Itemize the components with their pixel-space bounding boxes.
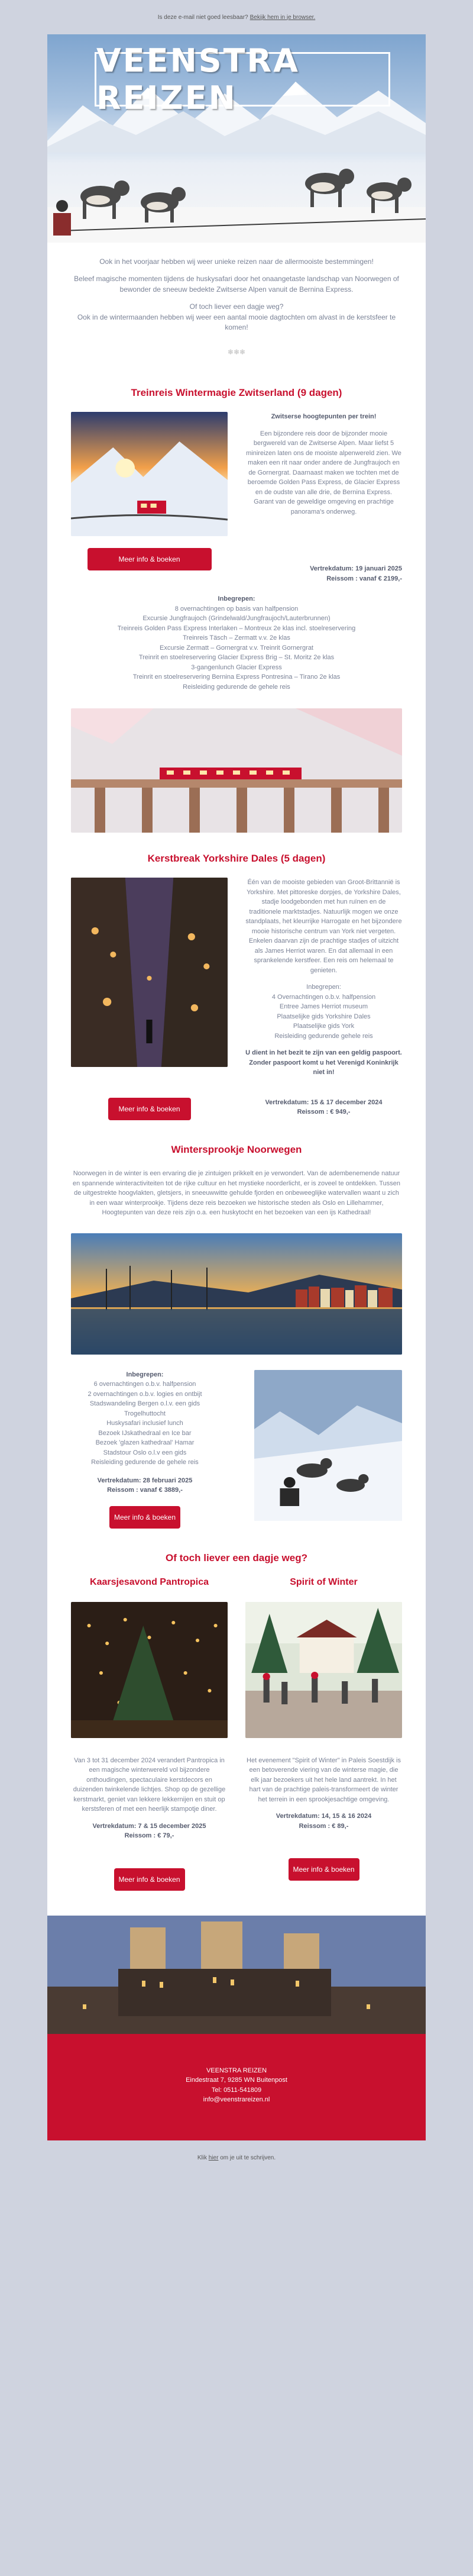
itin-line: 3-gangenlunch Glacier Express <box>191 663 282 671</box>
itin-line: Entree James Herriot museum <box>279 1003 368 1011</box>
preheader <box>0 0 473 34</box>
noorwegen-row <box>47 1355 426 1529</box>
dagje-weg-title: Of toch liever een dagje weg? <box>166 1552 307 1563</box>
itin-line: Reisleiding gedurende de gehele reis <box>183 683 290 691</box>
footer-email[interactable]: info@veenstrareizen.nl <box>203 2096 270 2104</box>
intro <box>47 243 426 346</box>
snowflake-divider: ❄❄❄ <box>227 348 246 357</box>
itin-line: Stadstour Oslo o.l.v een gids <box>103 1449 187 1456</box>
itin-line: Trogelhuttocht <box>124 1410 166 1417</box>
pantropica-body: Van 3 tot 31 december 2024 verandert Pantropica in een magische winterwereld vol bijzondere onthoudingen, spectaculaire kerstdecors en duizenden twinkelende lichtjes. Shop op de gezellige kerstmarkt, geniet van lekkere lekkernijen en stuit op kerstsferen of met een heerlijk stampotje diner. <box>73 1756 226 1813</box>
zwitserland-dates: Vertrekdatum: 19 januari 2025 <box>310 565 402 573</box>
itin-line: Treinrit en stoelreservering Glacier Express Brig – St. Moritz 2e klas <box>138 654 335 662</box>
preheader-text: Is deze e-mail niet goed leesbaar? <box>157 14 248 21</box>
zwitserland-train-photo <box>71 412 228 536</box>
intro-text: Ook in het voorjaar hebben wij weer unieke reizen naar de allermooiste bestemmingen! <box>99 257 374 266</box>
zwitserland-itin-title: Inbegrepen: <box>218 595 255 603</box>
pantropica-title: Kaarsjesavond Pantropica <box>90 1576 209 1587</box>
zwitserland-subtitle: Zwitserse hoogtepunten per trein! <box>271 413 377 421</box>
itin-line: Excursie Jungfraujoch (Grindelwald/Jungfraujoch/Lauterbrunnen) <box>142 615 331 623</box>
itin-line: Treinreis Täsch – Zermatt v.v. 2e klas <box>183 634 290 642</box>
zwitserland-price: Reissom : vanaf € 2199,- <box>326 575 402 582</box>
brand-logo <box>95 42 390 117</box>
unsubscribe <box>0 2140 473 2175</box>
dagje-weg-row <box>47 1577 426 1891</box>
itin-line: 8 overnachtingen op basis van halfpension <box>174 605 299 612</box>
pantropica-dates: Vertrekdatum: 7 & 15 december 2025 <box>92 1822 206 1830</box>
yorkshire-row <box>47 878 426 1120</box>
itin-line: Stadswandeling Bergen o.l.v. een gids <box>89 1400 200 1408</box>
yorkshire-price: Reissom : € 949,- <box>297 1108 351 1116</box>
itin-line: 2 overnachtingen o.b.v. logies en ontbijt <box>88 1390 202 1398</box>
yorkshire-body: Één van de mooiste gebieden van Groot-Brittannië is Yorkshire. Met pittoreske dorpjes, de Yorkshire Dales, stadje loodgebonden met hun ruïnen en de traditionele marktstadjes. Natuurlijk mogen we onze standplaats, het kleurrijke Harrogate en het bijzondere mooie historische centrum van York niet vergeten. Enkelen daarvan zijn de prachtige stadjes of uitzicht als James Herriot waren. En dat allemaal in een sprankelende kerstfeer. Een reis om helemaal te genieten. <box>245 879 402 974</box>
itin-line: Excursie Zermatt – Gornergrat v.v. Treinrit Gornergrat <box>159 644 313 652</box>
yorkshire-book-button[interactable]: Meer info & boeken <box>108 1098 191 1120</box>
itin-line: Plaatselijke gids Yorkshire Dales <box>277 1013 371 1020</box>
zwitserland-body: Een bijzondere reis door de bijzonder mooie bergwereld van de Zwitserse Alpen. Maar liefst 5 minireizen laten ons de mooiste alpenwereld zien. We maken een rit naar onder andere de Jungfraujoch en de Gornergrat. Daarnaast maken we tochten met de beroemde Golden Pass Express, de Glacier Express en de oudste van alle drie, de Bernina Express. Garant van de geweldige omgeving en prachtige panorama's onderweg. <box>246 430 401 515</box>
cathedral-city-photo <box>47 1916 426 2034</box>
noorwegen-title: Wintersprookje Noorwegen <box>171 1144 302 1156</box>
spirit-of-winter-photo <box>245 1602 402 1738</box>
itin-line: Reisleiding gedurende de gehele reis <box>91 1459 199 1466</box>
intro-text: Beleef magische momenten tijdens de huskysafari door het onaangetaste landschap van Noorwegen of bewonder de sneeuw bedekte Zwitserse Alpen vanuit de Bernina Express. <box>74 275 399 294</box>
noorwegen-dates: Vertrekdatum: 28 februari 2025 <box>97 1476 193 1484</box>
itin-line: Treinreis Golden Pass Express Interlaken – Montreux 2e klas incl. stoelreservering <box>117 624 356 632</box>
unsubscribe-rest: om je uit te schrijven. <box>220 2154 276 2161</box>
noorwegen-book-button[interactable]: Meer info & boeken <box>109 1506 180 1529</box>
spirit-of-winter-title: Spirit of Winter <box>290 1576 358 1587</box>
intro-text: Ook in de wintermaanden hebben wij weer een aantal mooie dagtochten om alvast in de kerstsfeer te komen! <box>77 312 396 331</box>
viaduct-train-photo <box>71 708 402 833</box>
view-in-browser-link[interactable]: Bekijk hem in je browser. <box>250 14 316 21</box>
itin-line: Treinrit en stoelreservering Bernina Express Pontresina – Tirano 2e klas <box>132 673 341 681</box>
itin-line: 4 Overnachtingen o.b.v. halfpension <box>271 993 376 1001</box>
footer-phone[interactable]: Tel: 0511-541809 <box>211 2086 262 2094</box>
itin-line: Plaatselijke gids York <box>293 1023 355 1030</box>
yorkshire-title: Kerstbreak Yorkshire Dales (5 dagen) <box>147 853 326 865</box>
unsubscribe-link[interactable]: hier <box>208 2154 219 2161</box>
zwitserland-book-button[interactable]: Meer info & boeken <box>88 548 212 570</box>
yorkshire-passport-note: U dient in het bezit te zijn van een geldig paspoort. Zonder paspoort komt u het Verenigd Koninkrijk niet in! <box>245 1049 402 1076</box>
pantropica-price: Reissom : € 79,- <box>124 1832 174 1840</box>
email-body <box>47 34 426 2140</box>
yorkshire-dates: Vertrekdatum: 15 & 17 december 2024 <box>265 1098 383 1106</box>
itin-line: Reisleiding gedurende gehele reis <box>274 1032 373 1040</box>
pantropica-book-button[interactable]: Meer info & boeken <box>114 1868 185 1891</box>
husky-sled-photo <box>47 142 426 243</box>
footer <box>47 2034 426 2140</box>
spirit-of-winter-price: Reissom : € 89,- <box>299 1822 349 1830</box>
zwitserland-row <box>47 412 426 583</box>
zwitserland-itinerary <box>47 583 426 692</box>
spirit-of-winter-body: Het evenement "Spirit of Winter" in Paleis Soestdijk is een betoverende viering van de winterse magie, die elk jaar bezoekers uit het hele land aantrekt. In het hart van de prachtige paleis-transformeert de winter het terrein in een sprookjesachtige omgeving. <box>247 1756 401 1803</box>
itin-line: 6 overnachtingen o.b.v. halfpension <box>93 1381 196 1388</box>
zwitserland-title: Treinreis Wintermagie Zwitserland (9 dagen) <box>131 387 342 399</box>
spirit-of-winter-book-button[interactable]: Meer info & boeken <box>289 1858 359 1881</box>
spirit-of-winter-dates: Vertrekdatum: 14, 15 & 16 2024 <box>276 1813 372 1820</box>
footer-address: Eindestraat 7, 9285 WN Buitenpost <box>186 2077 287 2084</box>
itin-line: Bezoek IJskathedraal en Ice bar <box>98 1429 192 1437</box>
brand-logo-text: VEENSTRA REIZEN <box>96 42 300 117</box>
hero-banner <box>47 34 426 243</box>
itin-line: Huskysafari inclusief lunch <box>106 1420 183 1427</box>
yorkshire-itin-title: Inbegrepen: <box>306 984 341 991</box>
husky-safari-photo <box>254 1370 402 1521</box>
noorwegen-body: Noorwegen in de winter is een ervaring die je zintuigen prikkelt en je verwondert. Van de adembenemende natuur en spannende winteractiviteiten tot de rijke cultuur en het mystieke noorderlicht, er is zoveel te ontdekken. Tussen de uitgestrekte hoogvlakten, gletsjers, in sneeuwwitte gehulde fjorden en onbeweeglijke watervallen waant u zich in een waar winterprookje. Tijdens deze reis bezoeken we historische steden als Oslo en Lillehammer, Hoogtepunten van deze reis zijn o.a. een huskytocht en het bezoeken van een ijs Kathedraal! <box>73 1170 400 1217</box>
unsubscribe-text: Klik <box>197 2154 207 2161</box>
pantropica-photo <box>71 1602 228 1738</box>
noorwegen-itin-title: Inbegrepen: <box>126 1371 164 1378</box>
itin-line: Bezoek 'glazen kathedraal' Hamar <box>95 1439 195 1447</box>
bergen-harbour-photo <box>71 1233 402 1355</box>
footer-company: VEENSTRA REIZEN <box>206 2066 267 2074</box>
yorkshire-street-photo <box>71 878 228 1067</box>
noorwegen-price: Reissom : vanaf € 3889,- <box>107 1487 183 1494</box>
intro-text: Of toch liever een dagje weg? <box>189 302 284 311</box>
